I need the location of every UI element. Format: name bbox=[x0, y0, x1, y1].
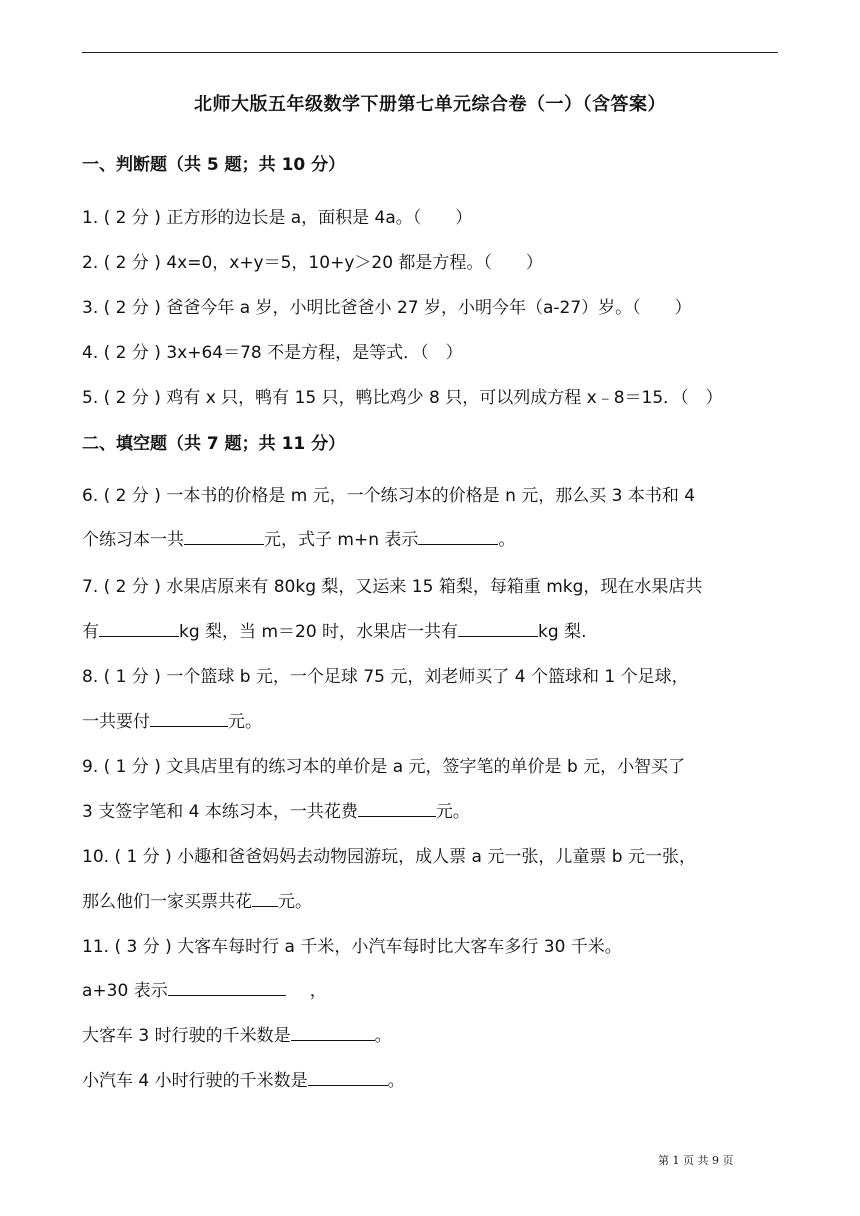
question-1: 1. ( 2 分 ) 正方形的边长是 a，面积是 4a。（ ） bbox=[82, 208, 473, 228]
question-11-line-2 bbox=[82, 976, 327, 1001]
header-rule bbox=[82, 52, 778, 53]
question-11-text-e: 小汽车 4 小时行驶的千米数是 bbox=[82, 1071, 308, 1091]
question-7-text-a: 有 bbox=[82, 622, 99, 642]
question-2: 2. ( 2 分 ) 4x=0，x+y＝5，10+y＞20 都是方程。（ ） bbox=[82, 253, 543, 273]
question-11-text-a: a+30 表示 bbox=[82, 981, 168, 1001]
question-11-line-1: 11. ( 3 分 ) 大客车每时行 a 千米，小汽车每时比大客车多行 30 千米。 bbox=[82, 937, 622, 957]
question-11-line-4 bbox=[82, 1066, 405, 1091]
question-9-text-b: 元。 bbox=[435, 802, 470, 822]
question-7-text-c: kg 梨. bbox=[538, 622, 587, 642]
page-footer: 第 1 页 共 9 页 bbox=[658, 1154, 734, 1167]
document-title: 北师大版五年级数学下册第七单元综合卷（一）（含答案） bbox=[194, 94, 666, 115]
question-10-line-2 bbox=[82, 887, 312, 912]
question-9-line-1: 9. ( 1 分 ) 文具店里有的练习本的单价是 a 元，签字笔的单价是 b 元，小智买了 bbox=[82, 757, 686, 777]
answer-blank[interactable] bbox=[252, 890, 278, 907]
section-heading-judgment: 一、判断题（共 5 题；共 10 分） bbox=[82, 155, 346, 175]
question-6-text-c: 。 bbox=[498, 530, 516, 550]
question-4: 4. ( 2 分 ) 3x+64＝78 不是方程，是等式．（ ） bbox=[82, 343, 463, 363]
question-10-text-a: 那么他们一家买票共花 bbox=[82, 892, 252, 912]
answer-blank[interactable] bbox=[308, 1069, 388, 1086]
question-7-line-2 bbox=[82, 617, 587, 642]
question-11-text-b: ， bbox=[309, 981, 327, 1001]
question-6-line-2 bbox=[82, 525, 515, 550]
answer-blank[interactable] bbox=[99, 620, 179, 637]
question-11-text-c: 大客车 3 时行驶的千米数是 bbox=[82, 1026, 291, 1046]
question-8-text-a: 一共要付 bbox=[82, 712, 150, 732]
question-11-line-3 bbox=[82, 1021, 392, 1046]
question-10-text-b: 元。 bbox=[278, 892, 312, 912]
question-7-text-b: kg 梨，当 m＝20 时，水果店一共有 bbox=[179, 622, 459, 642]
answer-blank[interactable] bbox=[184, 528, 264, 545]
answer-blank[interactable] bbox=[168, 979, 286, 996]
section-heading-fill: 二、填空题（共 7 题；共 11 分） bbox=[82, 434, 346, 454]
answer-blank[interactable] bbox=[150, 710, 228, 727]
question-8-line-1: 8. ( 1 分 ) 一个篮球 b 元，一个足球 75 元，刘老师买了 4 个篮球和 1 个足球， bbox=[82, 667, 689, 687]
answer-blank[interactable] bbox=[291, 1024, 375, 1041]
question-7-line-1: 7. ( 2 分 ) 水果店原来有 80kg 梨，又运来 15 箱梨，每箱重 mkg，现在水果店共 bbox=[82, 577, 703, 597]
question-8-text-b: 元。 bbox=[228, 712, 262, 732]
question-9-text-a: 3 支签字笔和 4 本练习本，一共花费 bbox=[82, 802, 358, 822]
question-8-line-2 bbox=[82, 707, 262, 732]
answer-blank[interactable] bbox=[458, 620, 538, 637]
question-11-text-d: 。 bbox=[374, 1026, 392, 1046]
answer-blank[interactable] bbox=[358, 800, 436, 817]
question-3: 3. ( 2 分 ) 爸爸今年 a 岁，小明比爸爸小 27 岁，小明今年（a-27）岁。（ ） bbox=[82, 298, 692, 318]
question-6-text-a: 个练习本一共 bbox=[82, 530, 184, 550]
question-5: 5. ( 2 分 ) 鸡有 x 只，鸭有 15 只，鸭比鸡少 8 只，可以列成方程 x﹣8＝15．（ ） bbox=[82, 388, 723, 408]
question-9-line-2 bbox=[82, 797, 470, 822]
question-6-line-1: 6. ( 2 分 ) 一本书的价格是 m 元，一个练习本的价格是 n 元，那么买 3 本书和 4 bbox=[82, 486, 696, 506]
answer-blank[interactable] bbox=[418, 528, 498, 545]
question-10-line-1: 10. ( 1 分 ) 小趣和爸爸妈妈去动物园游玩，成人票 a 元一张，儿童票 b 元一张， bbox=[82, 847, 696, 867]
question-6-text-b: 元，式子 m+n 表示 bbox=[264, 530, 419, 550]
question-11-text-f: 。 bbox=[387, 1071, 405, 1091]
